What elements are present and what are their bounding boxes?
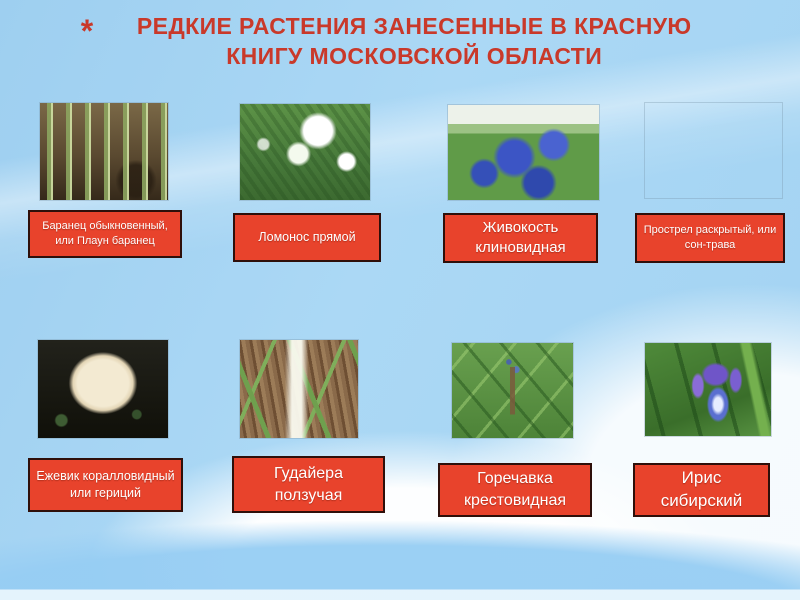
- title-bullet-asterisk: *: [80, 13, 94, 49]
- plant-label-gorechavka: Горечавка крестовидная: [438, 463, 592, 517]
- plant-photo-gorechavka: [452, 343, 573, 438]
- plant-label-lomonos: Ломонос прямой: [233, 213, 381, 262]
- plant-label-prostrel: Прострел раскрытый, или сон-трава: [635, 213, 785, 263]
- plant-photo-baranets: [40, 103, 168, 200]
- plant-photo-gudaiera: [240, 340, 358, 438]
- plant-label-gudaiera: Гудайера ползучая: [232, 456, 385, 513]
- plant-photo-lomonos: [240, 104, 370, 200]
- page-title: РЕДКИЕ РАСТЕНИЯ ЗАНЕСЕННЫЕ В КРАСНУЮ КНИГУ МОСКОВСКОЙ ОБЛАСТИ: [136, 13, 692, 69]
- plant-label-ezhevik: Ежевик коралловидный или гериций: [28, 458, 183, 512]
- plant-label-baranets: Баранец обыкновенный, или Плаун баранец: [28, 210, 182, 258]
- plant-photo-zhivokost: [448, 105, 599, 200]
- plant-label-zhivokost: Живокость клиновидная: [443, 213, 598, 263]
- plant-photo-prostrel: [645, 103, 782, 198]
- slide-title-row: [0, 12, 800, 72]
- plant-photo-iris: [645, 343, 771, 436]
- plant-label-iris: Ирис сибирский: [633, 463, 770, 517]
- plant-photo-ezhevik: [38, 340, 168, 438]
